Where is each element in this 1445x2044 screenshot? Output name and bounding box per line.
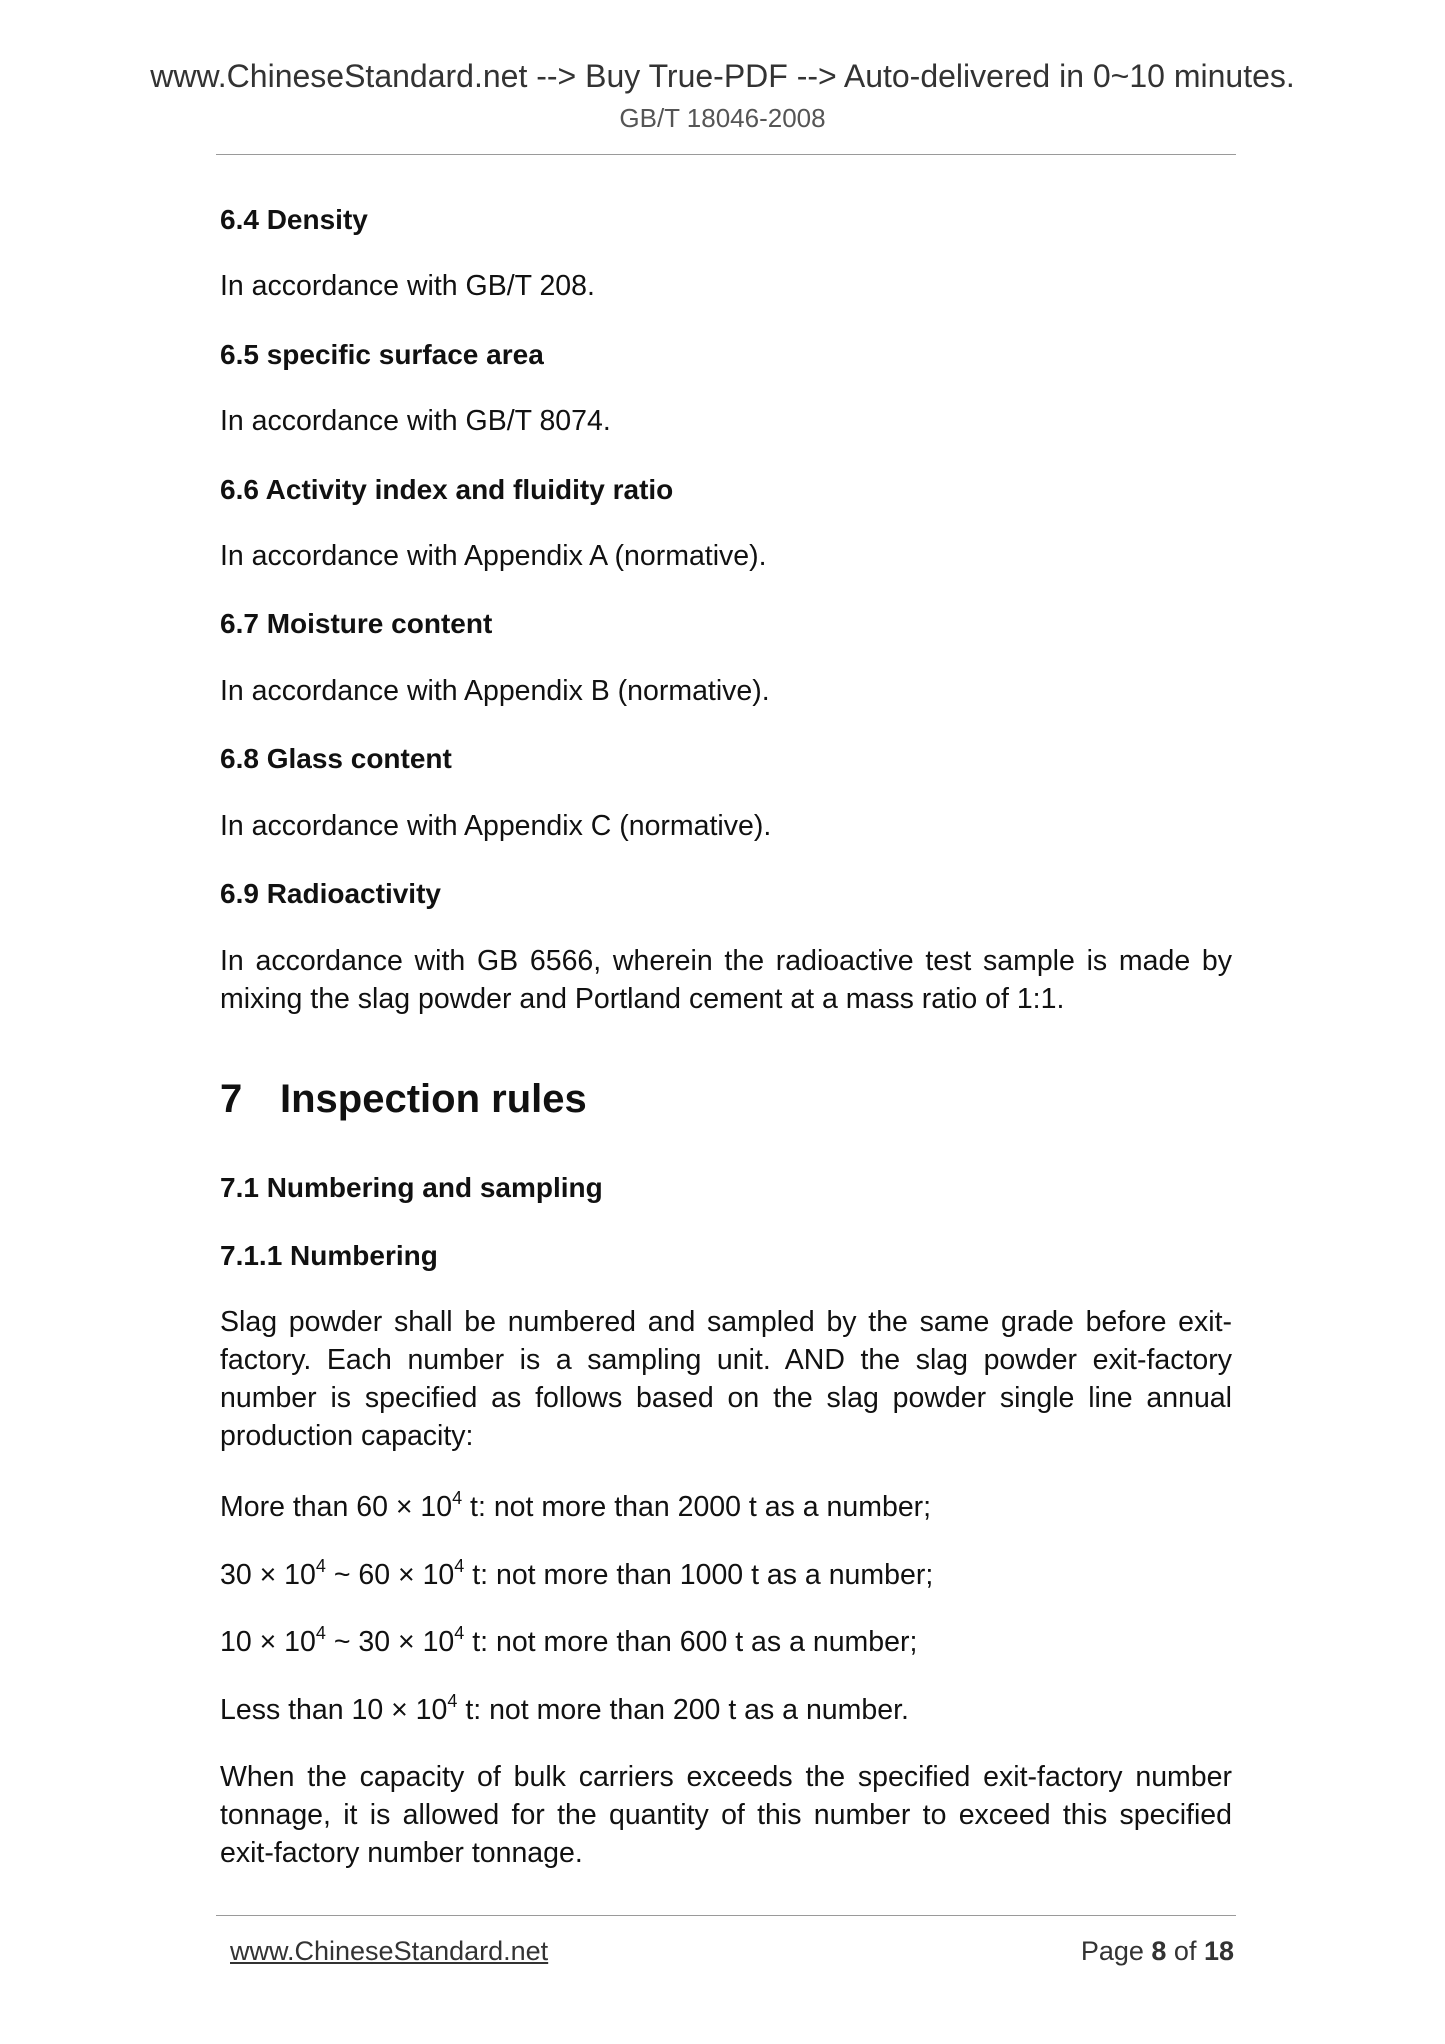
heading-7-1: 7.1 Numbering and sampling xyxy=(220,1172,603,1203)
header-divider xyxy=(216,154,1236,155)
footer-divider xyxy=(216,1915,1236,1916)
chapter-title: Inspection rules xyxy=(280,1077,587,1121)
list-item: $10 \times 10^4$ ~ $30 \times 10^4$ t: not more than 600 t as a number; xyxy=(220,1622,918,1658)
para-6-6: In accordance with Appendix A (normative). xyxy=(220,540,767,572)
page-number: Page 8 of 18 xyxy=(1080,1936,1234,1966)
heading-6-6: 6.6 Activity index and fluidity ratio xyxy=(220,474,674,505)
chapter-7-heading xyxy=(220,1074,1232,1124)
list-item: $30 \times 10^4$ ~ $60 \times 10^4$ t: not more than 1000 t as a number; xyxy=(220,1555,934,1591)
para-6-4: In accordance with GB/T 208. xyxy=(220,270,595,302)
chapter-number: 7 xyxy=(220,1077,243,1121)
para-6-9: In accordance with GB 6566, wherein the radioactive test sample is made by mixing the slag powder and Portland cement at a mass ratio of 1:1. xyxy=(220,945,1232,1015)
list-item: Less than $10 \times 10^4$ t: not more than 200 t as a number. xyxy=(220,1690,909,1726)
heading-6-5: 6.5 specific surface area xyxy=(220,339,544,370)
list-item: More than $60 \times 10^4$ t: not more than 2000 t as a number; xyxy=(220,1487,932,1523)
heading-6-9: 6.9 Radioactivity xyxy=(220,878,441,909)
para-7-1-1-intro: Slag powder shall be numbered and sampled by the same grade before exit-factory. Each number is a sampling unit. AND the slag powder exit-factory number is specified as follows based on the slag powder single line annual production capacity: xyxy=(220,1306,1232,1452)
para-7-1-1-closing: When the capacity of bulk carriers exceeds the specified exit-factory number tonnage, it is allowed for the quantity of this number to exceed this specified exit-factory number tonnage. xyxy=(220,1761,1232,1869)
para-6-8: In accordance with Appendix C (normative). xyxy=(220,810,772,842)
heading-6-7: 6.7 Moisture content xyxy=(220,608,493,639)
footer-website-link[interactable]: www.ChineseStandard.net xyxy=(230,1936,549,1966)
para-6-7: In accordance with Appendix B (normative). xyxy=(220,675,770,707)
header-banner: www.ChineseStandard.net --> Buy True-PDF --> Auto-delivered in 0~10 minutes. xyxy=(150,58,1295,94)
heading-6-8: 6.8 Glass content xyxy=(220,743,452,774)
document-code: GB/T 18046-2008 xyxy=(619,103,826,133)
para-6-5: In accordance with GB/T 8074. xyxy=(220,405,611,437)
heading-6-4: 6.4 Density xyxy=(220,204,368,235)
heading-7-1-1: 7.1.1 Numbering xyxy=(220,1240,438,1271)
